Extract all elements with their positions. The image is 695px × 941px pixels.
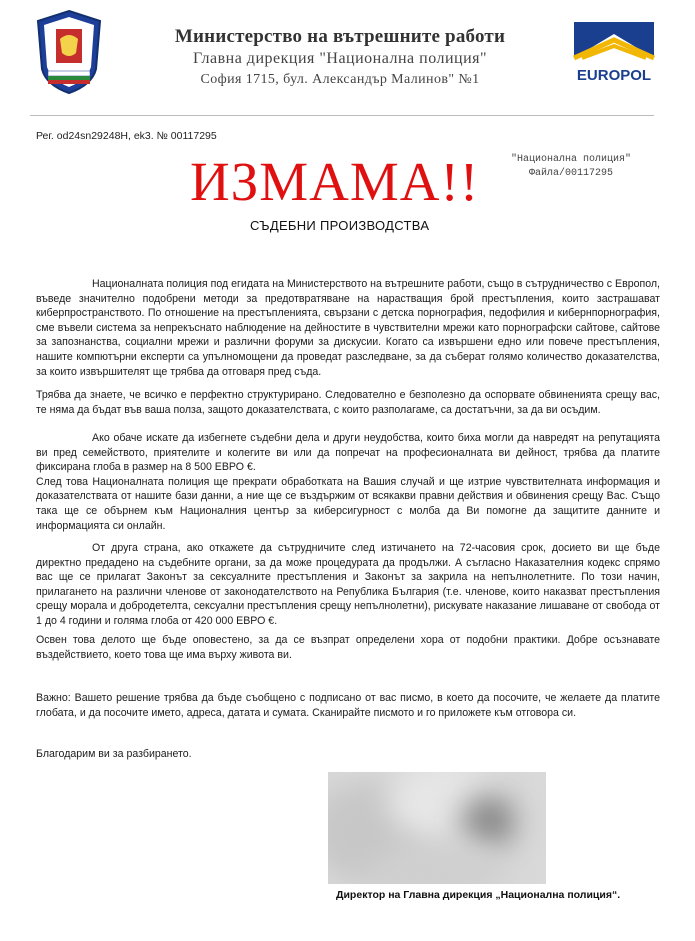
paragraph-2: [36, 388, 660, 417]
paragraph-text: Националната полиция под егидата на Министерството на вътрешните работи, също в сътрудничество с Европол, въведе значително подобрени методи за предотвратяване на нарастващия брой престъпления, които застрашават киберпространството. По отношение на престъпленията, свързани с детска порнография, педофилия и кибернпорнография, сме въвели система за непрекъснато наблюдение на дейностите в чувствителни мрежи като порнографски сайтове, сайтове за запознанства, социални мрежи и различни форуми за дискусии. Когато са извършени едно или повече престъпления, нашите компютърни експерти са упълномощени да проведат разследване, за да съберат голямо количество доказателства, за които извършителят ще трябва да отговаря пред съда.: [36, 278, 660, 378]
stamp-line-2: Файла/00117295: [528, 168, 613, 179]
paragraph-text: Освен това делото ще бъде оповестено, за да се възпрат определени хора от подобни практики. Добре осъзнавате въздействието, което това ще има върху живота ви.: [36, 634, 660, 661]
registration-number: Рег. od24sn29248H, ek3. № 00117295: [36, 130, 217, 142]
scam-warning-overlay: ИЗМАМА!!: [190, 151, 480, 212]
paragraph-4: [36, 541, 660, 629]
paragraph-5: [36, 633, 660, 662]
stamp-line-1: "Национална полиция": [510, 154, 632, 165]
letterhead: [0, 0, 695, 110]
ministry-title: Министерство на вътрешните работи: [174, 26, 506, 47]
address-line: София 1715, бул. Александър Малинов" №1: [200, 72, 480, 87]
europol-logo: [570, 20, 658, 86]
paragraph-text: Важно: Вашето решение трябва да бъде съобщено с подписано от вас писмо, в което да посочите, че желаете да платите глобата, и да посочите името, адреса, датата и сумата. Сканирайте писмото и го приложете към отговора си.: [36, 692, 660, 719]
paragraph-1: [36, 277, 660, 379]
file-stamp: [496, 153, 646, 181]
closing-thanks: [36, 747, 660, 762]
europol-wordmark: EUROPOL: [576, 67, 652, 84]
director-caption: Директор на Главна дирекция „Национална полиция“.: [336, 889, 621, 901]
paragraph-text: Благодарим ви за разбирането.: [36, 748, 192, 760]
letter-subject: СЪДЕБНИ ПРОИЗВОДСТВА: [250, 218, 430, 233]
paragraph-text: След това Националната полиция ще прекрати обработката на Вашия случай и ще изтрие чувствителната информация и доказателствата от нашите бази данни, а ние ще се въздържим от всякакви правни действия и обвинения срещу Вас. Също така ще се обърнем към Националния център за киберсигурност с молба да Ви помогне да защитите данните и информацията си онлайн.: [36, 475, 660, 532]
paragraph-text: Ако обаче искате да избегнете съдебни дела и други неудобства, които биха могли да навредят на репутацията ви пред семейството, приятелите и колегите ви или да попречат на професионалната ви дейност, трябва да платите фиксирана глоба в размер на 8 500 ЕВРО €.: [36, 432, 660, 474]
police-crest-logo: [34, 9, 104, 95]
blurred-signature-image: [328, 772, 546, 884]
header-divider: [30, 115, 654, 116]
paragraph-3: [36, 431, 660, 533]
paragraph-text: Трябва да знаете, че всичко е перфектно структурирано. Следователно е безполезно да оспорвате обвиненията срещу вас, те няма да бъдат във ваша полза, защото доказателствата, с които разполагаме, са достатъчни, за да ви осъдим.: [36, 389, 660, 416]
paragraph-6: [36, 691, 660, 720]
directorate-subtitle: Главна дирекция "Национална полиция": [192, 50, 488, 67]
paragraph-text: От друга страна, ако откажете да сътрудничите след изтичането на 72-часовия срок, досието ви ще бъде директно предадено на съдебните органи, за да може процедурата да продължи. А съгласно Наказателния кодекс спрямо вас ще се прилагат Законът за сексуалните престъпления и Законът за закрила на непълнолетните. По този начин, прилагането на различни членове от законодателството на Република България (т.е. членове, които наказват престъпления срещу морала и добродетелта, сексуални престъпления срещу непълнолетни), рискувате наказание лишаване от свобода от 1 до 4 години и голяма глоба от 420 000 ЕВРО €.: [36, 542, 660, 627]
